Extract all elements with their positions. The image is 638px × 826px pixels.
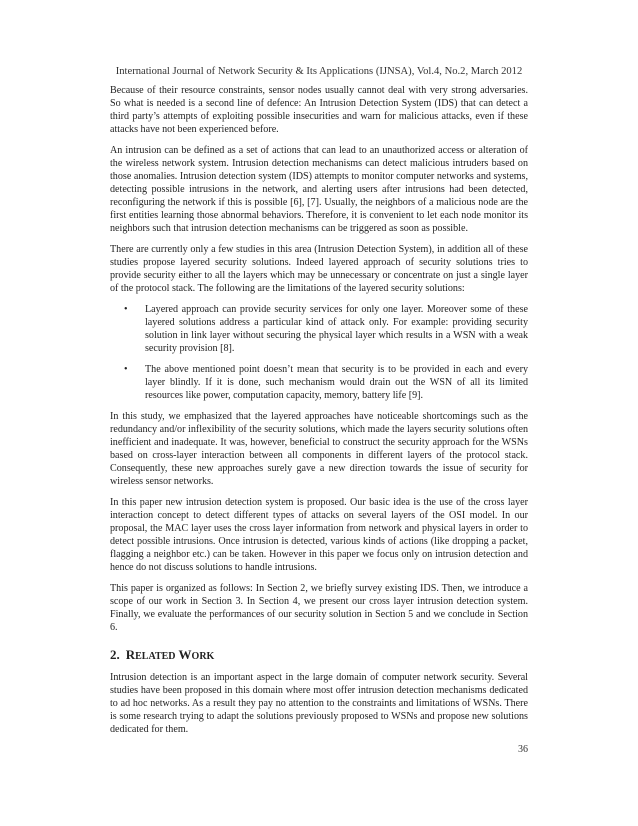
running-header: International Journal of Network Security & Its Applications (IJNSA), Vol.4, No.2, March 2012: [115, 66, 523, 77]
paragraph-6: This paper is organized as follows: In Section 2, we briefly survey existing IDS. Then, we introduce a scope of our work in Section 3. In Section 4, we present our cross layer intrusion detection system. Finally, we evaluate the performances of our security solution in Section 5 and we conclude in Section 6.: [110, 583, 528, 633]
list-item: [110, 363, 528, 402]
list-item-text: The above mentioned point doesn’t mean that security is to be provided in each and every layer blindly. If it is done, such mechanism would drain out the WSN of all its limited resources like power, computation capacity, memory, battery life [9].: [145, 364, 528, 401]
section-number: 2.: [110, 647, 120, 662]
bullet-marker: •: [124, 304, 128, 315]
paragraph-7: Intrusion detection is an important aspect in the large domain of computer network security. Several studies have been proposed in this domain where most offer intrusion detection mechanisms dedicated to ad hoc networks. As a result they pay no attention to the constraints and limitations of WSNs. There is some research trying to adapt the solutions previously proposed to WSNs and propose new solutions dedicated for them.: [110, 672, 528, 735]
paragraph-2: An intrusion can be defined as a set of actions that can lead to an unauthorized access or alteration of the wireless network system. Intrusion detection mechanisms can detect malicious intruders based on those anomalies. Intrusion detection system (IDS) attempts to monitor computer networks and systems, detecting possible intrusions in the network, and alerting users after intrusions had been detected, reconfiguring the network if this is possible [6], [7]. Usually, the neighbors of a malicious node are the first entities learning those abnormal behaviors. Therefore, it is convenient to let each node monitor its neighbors such that intrusion detection mechanisms can be triggered as soon as possible.: [110, 145, 528, 234]
paragraph-4: In this study, we emphasized that the layered approaches have noticeable shortcomings such as the redundancy and/or inflexibility of the security solutions, which made the layers security solutions often inefficient and inadequate. It was, however, beneficial to construct the security approach for the WSNs based on cross-layer interaction between all components in different layers of the protocol stack. Consequently, these new approaches surely gave a new direction towards the issue of security for wireless sensor networks.: [110, 411, 528, 487]
section-title-smallcaps-2: ORK: [191, 651, 215, 662]
paragraph-1: Because of their resource constraints, sensor nodes usually cannot deal with very strong adversaries. So what is needed is a second line of defence: An Intrusion Detection System (IDS) that can detect a third party’s attempts of exploiting possible insecurities and warn for malicious attacks, even if these attacks have not been experienced before.: [110, 85, 528, 135]
section-title-initial-1: R: [125, 647, 136, 662]
section-title-smallcaps-1: ELATED: [135, 651, 176, 662]
bullet-marker: •: [124, 364, 128, 375]
list-item: [110, 303, 528, 355]
paragraph-5: In this paper new intrusion detection system is proposed. Our basic idea is the use of the cross layer interaction concept to detect different types of attacks on several layers of the OSI model. In our proposal, the MAC layer uses the cross layer information from network and physical layers in order to detect possible intrusions. Once intrusion is detected, various kinds of actions (like dropping a packet, flagging a neighbor etc.) can be taken. However in this paper we focus only on intrusion detection and hence do not discuss solutions to handle intrusions.: [110, 497, 528, 573]
body-text: [110, 84, 528, 744]
page-number: 36: [518, 744, 528, 755]
section-heading-related-work: [110, 648, 528, 663]
list-item-text: Layered approach can provide security services for only one layer. Moreover some of these layered solutions address a particular kind of attack only. For example: providing security solution in link layer without securing the physical layer which results in a WSN with a weak security provision [8].: [145, 304, 528, 354]
section-title-initial-2: W: [178, 647, 192, 662]
limitations-list: [110, 303, 528, 402]
paragraph-3: There are currently only a few studies in this area (Intrusion Detection System), in addition all of these studies propose layered security solutions. Indeed layered approach of security solutions tries to provide security either to all the layers which may be unnecessary or concentrate on just a single layer of the protocol stack. The following are the limitations of the layered security solutions:: [110, 244, 528, 294]
